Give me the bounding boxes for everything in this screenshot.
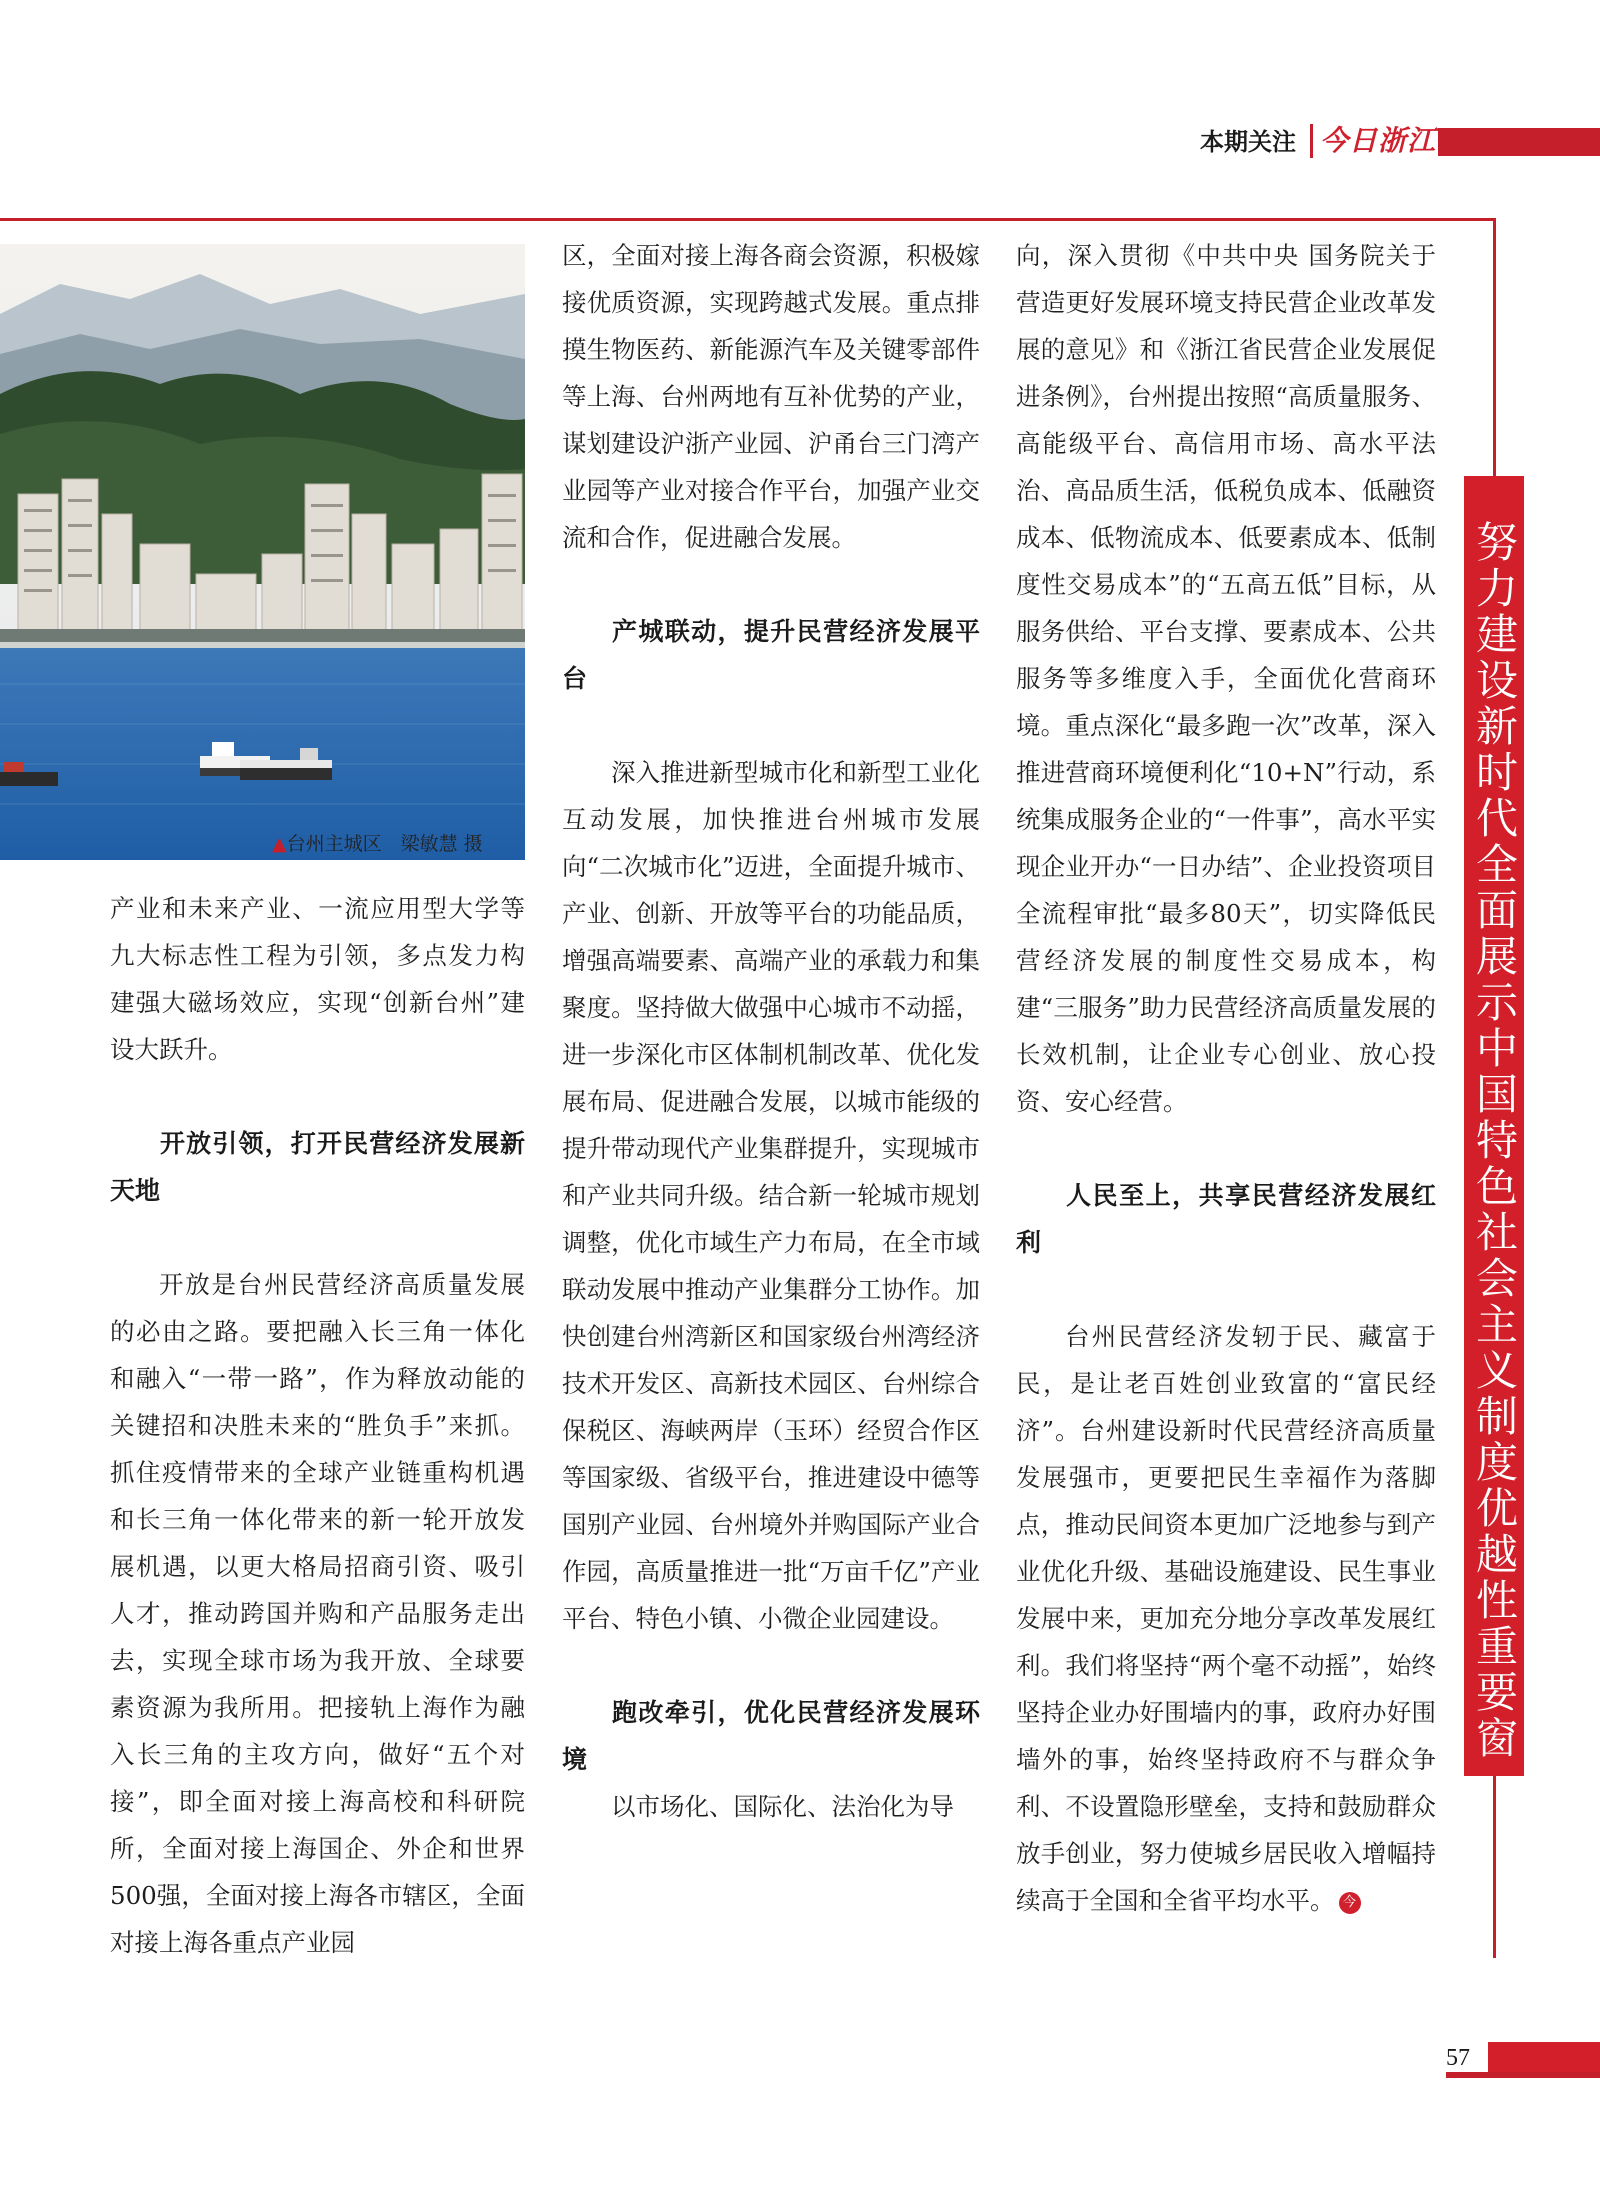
page-number-underline — [1446, 2072, 1600, 2078]
frame-top-line — [0, 218, 1496, 221]
paragraph-text: 台州民营经济发轫于民、藏富于民，是让老百姓创业致富的“富民经济”。台州建设新时代民营经济高质量发展强市，更要把民生幸福作为落脚点，推动民间资本更加广泛地参与到产业优化升级、基础设施建设、民生事业发展中来，更加充分地分享改革发展红利。我们将坚持“两个毫不动摇”，始终坚持企业办好围墙内的事，政府办好围墙外的事，始终坚持政府不与群众争利、不设置隐形壁垒，支持和鼓励群众放手创业，努力使城乡居民收入增幅持续高于全国和全省平均水平。 — [1016, 1322, 1436, 1915]
paragraph: 产业和未来产业、一流应用型大学等九大标志性工程为引领，多点发力构建强大磁场效应，实现“创新台州”建设大跃升。 — [110, 894, 525, 1064]
city-photo — [0, 244, 525, 860]
section-heading: 人民至上，共享民营经济发展红利 — [1016, 1181, 1436, 1257]
magazine-logo: 今日浙江 — [1320, 124, 1437, 157]
vertical-title-banner: 努力建设新时代全面展示中国特色社会主义制度优越性重要窗口 — [1464, 476, 1524, 1776]
section-heading: 开放引领，打开民营经济发展新天地 — [110, 1129, 525, 1205]
article-column-2 — [562, 232, 980, 1830]
paragraph: 深入推进新型城市化和新型工业化互动发展，加快推进台州城市发展向“二次城市化”迈进，全面提升城市、产业、创新、开放等平台的功能品质，增强高端要素、高端产业的承载力和集聚度。坚持做大做强中心城市不动摇，进一步深化市区体制机制改革、优化发展布局、促进融合发展，以城市能级的提升带动现代产业集群提升，实现城市和产业共同升级。结合新一轮城市规划调整，优化市域生产力布局，在全市域联动发展中推动产业集群分工协作。加快创建台州湾新区和国家级台州湾经济技术开发区、高新技术园区、台州综合保税区、海峡两岸（玉环）经贸合作区等国家级、省级平台，推进建设中德等国别产业园、台州境外并购国际产业合作园，高质量推进一批“万亩千亿”产业平台、特色小镇、小微企业园建设。 — [562, 758, 980, 1633]
photo-caption — [272, 830, 522, 858]
paragraph: 开放是台州民营经济高质量发展的必由之路。要把融入长三角一体化和融入“一带一路”，作为释放动能的关键招和决胜未来的“胜负手”来抓。抓住疫情带来的全球产业链重构机遇和长三角一体化带来的新一轮开放发展机遇，以更大格局招商引资、吸引人才，推动跨国并购和产品服务走出去，实现全球市场为我开放、全球要素资源为我所用。把接轨上海作为融入长三角的主攻方向，做好“五个对接”，即全面对接上海高校和科研院所，全面对接上海国企、外企和世界500强，全面对接上海各市辖区，全面对接上海各重点产业园 — [110, 1270, 525, 1957]
caption-triangle-icon: ▲ — [272, 833, 287, 855]
page-number-red-bar — [1488, 2042, 1600, 2072]
section-heading: 跑改牵引，优化民营经济发展环境 — [562, 1698, 980, 1774]
article-column-1 — [110, 885, 525, 1966]
section-heading: 产城联动，提升民营经济发展平台 — [562, 617, 980, 693]
page-number: 57 — [1446, 2045, 1470, 2071]
header-red-bar — [1438, 128, 1600, 156]
paragraph: 向，深入贯彻《中共中央 国务院关于营造更好发展环境支持民营企业改革发展的意见》和《浙江省民营企业发展促进条例》，台州提出按照“高质量服务、高能级平台、高信用市场、高水平法治、高品质生活，低税负成本、低融资成本、低物流成本、低要素成本、低制度性交易成本”的“五高五低”目标，从服务供给、平台支撑、要素成本、公共服务等多维度入手，全面优化营商环境。重点深化“最多跑一次”改革，深入推进营商环境便利化“10+N”行动，系统集成服务企业的“一件事”，高水平实现企业开办“一日办结”、企业投资项目全流程审批“最多80天”，切实降低民营经济发展的制度性交易成本，构建“三服务”助力民营经济高质量发展的长效机制，让企业专心创业、放心投资、安心经营。 — [1016, 241, 1436, 1116]
header-divider — [1310, 124, 1313, 158]
paragraph: 以市场化、国际化、法治化为导 — [611, 1792, 954, 1821]
article-column-3 — [1016, 232, 1436, 1924]
paragraph — [1016, 1313, 1436, 1924]
end-mark-icon: 今 — [1339, 1892, 1361, 1914]
section-label: 本期关注 — [1200, 128, 1296, 156]
caption-text: 台州主城区 梁敏慧 摄 — [286, 833, 483, 855]
paragraph: 区，全面对接上海各商会资源，积极嫁接优质资源，实现跨越式发展。重点排摸生物医药、新能源汽车及关键零部件等上海、台州两地有互补优势的产业，谋划建设沪浙产业园、沪甬台三门湾产业园等产业对接合作平台，加强产业交流和合作，促进融合发展。 — [562, 241, 980, 552]
